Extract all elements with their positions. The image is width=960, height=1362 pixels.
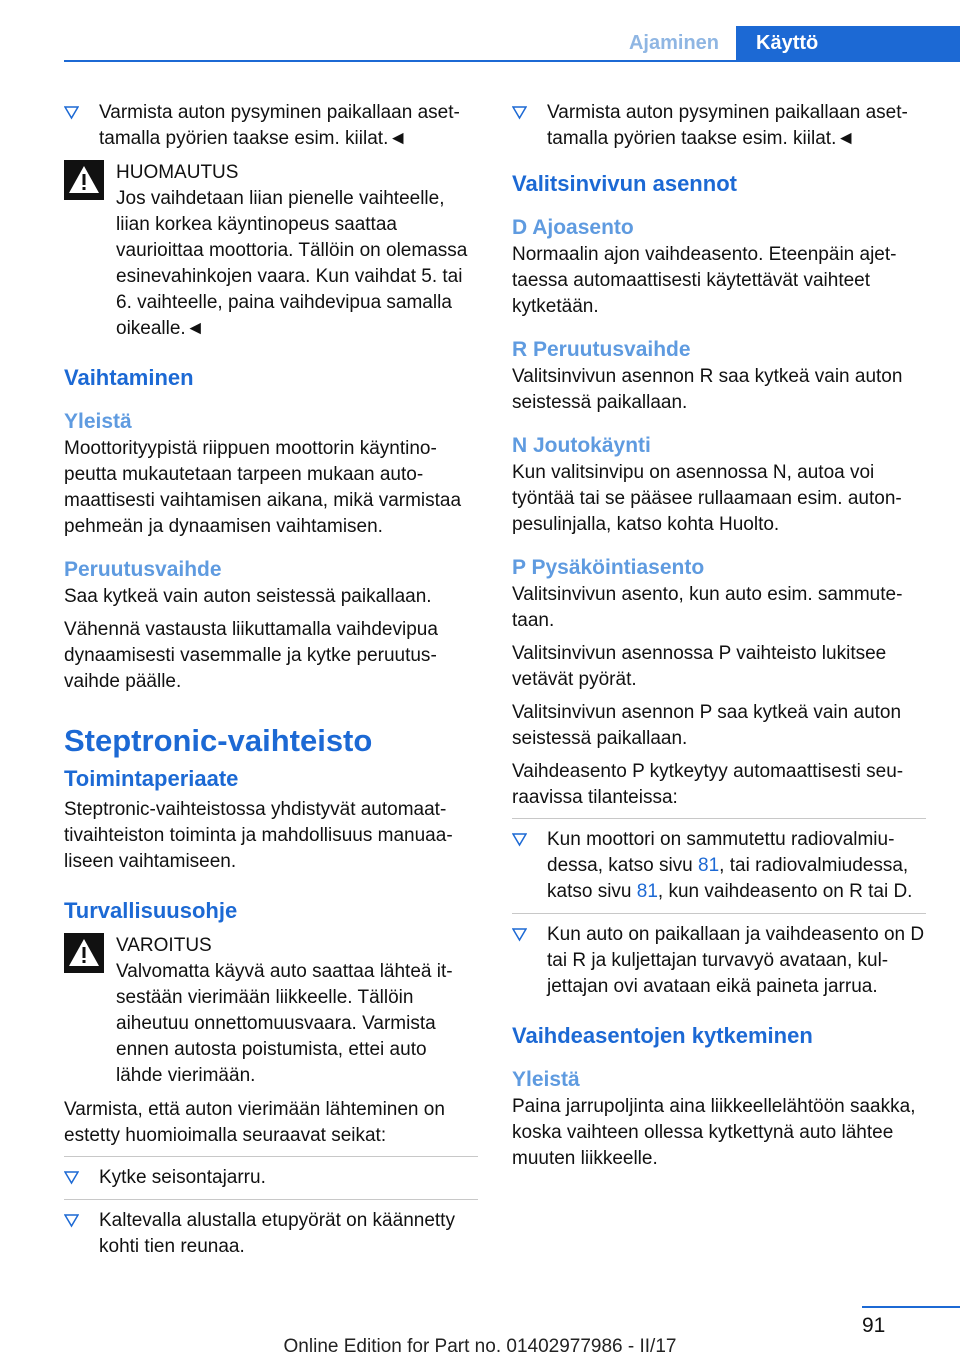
heading-n-joutokaynti: N Joutokäynti [512, 434, 651, 457]
heading-yleista: Yleistä [64, 410, 132, 433]
note-text: Jos vaihdetaan liian pienelle vaihteelle, liian korkea käyntinopeus saattaa vaurioittaa moottoria. Tällöin on olemassa esinevahinkojen vaara. Kun vaihdat 5. tai 6. vaihteelle, paina vaihdevipua samalla oikealle.◄ [116, 188, 468, 339]
paragraph-toimintaperiaate: Steptronic-vaihteistossa yhdistyvät automaattivaihteiston toiminta ja mahdollisuus manuaaliseen vaihtamiseen. [64, 799, 453, 872]
paragraph-p4: Vaihdeasento P kytkeytyy automaattisesti seuraavissa tilanteissa: [512, 761, 904, 808]
chapter-tab-kaytto: Käyttö [736, 26, 960, 62]
bullet-text-post: , kun vaihdeasento on R tai D. [657, 881, 913, 902]
bullet-text-pre: Kun moottori on sammutettu radiovalmiudessa, katso sivu [547, 829, 895, 876]
note-block [64, 160, 478, 342]
paragraph-d: Normaalin ajon vaihdeasento. Eteenpäin ajettaessa automaattisesti käytettävät vaihteet kytketään. [512, 244, 897, 317]
bullet-text: Kaltevalla alustalla etupyörät on käännetty kohti tien reunaa. [99, 1210, 455, 1257]
paragraph-p2: Valitsinvivun asennossa P vaihteisto lukitsee vetävät pyörät. [512, 643, 887, 690]
bullet-item [512, 100, 926, 152]
bullet-text: Kun auto on paikallaan ja vaihdeasento on D tai R ja kuljettajan turvavyö avataan, kuljettajan ovi avataan eikä paineta jarrua. [547, 924, 925, 997]
paragraph-p3: Valitsinvivun asennon P saa kytkeä vain auton seistessä paikallaan. [512, 702, 902, 749]
bullet-text-mid: , tai radiovalmiudessa, katso sivu [547, 855, 909, 902]
left-column [64, 100, 478, 1268]
warning-triangle-icon [64, 933, 104, 973]
bullet-item [64, 1208, 478, 1260]
header-rule [64, 60, 960, 62]
bullet-item [64, 1165, 478, 1191]
paragraph-peruutus-1: Saa kytkeä vain auton seistessä paikallaan. [64, 586, 432, 607]
warning-block [64, 933, 478, 1089]
bullet-text: Varmista auton pysyminen paikallaan asettamalla pyörien taakse esim. kiilat.◄ [99, 102, 460, 149]
bullet-item [512, 827, 926, 905]
paragraph-yleista: Paina jarrupoljinta aina liikkeellelähtöön saakka, koska vaihteen ollessa kytkettynä auto lähtee muuten liikkeelle. [512, 1096, 916, 1169]
warning-text: Valvomatta käyvä auto saattaa lähteä itsestään vierimään liikkeelle. Tällöin aiheutuu onnettomuusvaara. Varmista ennen autosta poistumista, ettei auto lähde vierimään. [116, 961, 453, 1086]
heading-peruutusvaihde: Peruutusvaihde [64, 558, 222, 581]
triangle-bullet-icon [64, 1213, 79, 1228]
heading-r-peruutusvaihde: R Peruutusvaihde [512, 338, 691, 361]
bullet-text: Varmista auton pysyminen paikallaan asettamalla pyörien taakse esim. kiilat.◄ [547, 102, 908, 149]
paragraph-yleista: Moottorityypistä riippuen moottorin käyntinopeutta mukautetaan tarpeen mukaan automaattisesti vaihtamisen aikana, mikä varmistaa pehmeän ja dynaamisen vaihtamisen. [64, 438, 462, 537]
paragraph-r: Valitsinvivun asennon R saa kytkeä vain auton seistessä paikallaan. [512, 366, 903, 413]
heading-toimintaperiaate: Toimintaperiaate [64, 766, 239, 791]
note-label: HUOMAUTUS [116, 162, 239, 183]
page-link-81[interactable]: 81 [636, 881, 658, 902]
bullet-item [64, 100, 478, 152]
warning-triangle-icon [64, 160, 104, 200]
warning-label: VAROITUS [116, 935, 212, 956]
footer-rule [862, 1306, 960, 1308]
paragraph-p1: Valitsinvivun asento, kun auto esim. sammutetaan. [512, 584, 903, 631]
page-link-81[interactable]: 81 [698, 855, 720, 876]
paragraph-varmista: Varmista, että auton vierimään lähteminen on estetty huomioimalla seuraavat seikat: [64, 1099, 445, 1146]
bullet-divider [64, 1156, 478, 1157]
heading-vaihtaminen: Vaihtaminen [64, 365, 194, 390]
right-column [512, 100, 926, 1179]
paragraph-n: Kun valitsinvipu on asennossa N, autoa voi työntää tai se pääsee rullaamaan esim. autonpesulinjalla, katso kohta Huolto. [512, 462, 902, 535]
heading-yleista: Yleistä [512, 1068, 580, 1091]
heading-valitsinvivun-asennot: Valitsinvivun asennot [512, 171, 737, 196]
section-tab-ajaminen: Ajaminen [628, 32, 720, 54]
triangle-bullet-icon [64, 1170, 79, 1185]
bullet-item [512, 922, 926, 1000]
page-number: 91 [862, 1314, 886, 1337]
bullet-divider [512, 818, 926, 819]
heading-turvallisuusohje: Turvallisuusohje [64, 898, 238, 923]
triangle-bullet-icon [512, 832, 527, 847]
triangle-bullet-icon [512, 927, 527, 942]
paragraph-peruutus-2: Vähennä vastausta liikuttamalla vaihdevipua dynaamisesti vasemmalle ja kytke peruutusvaihde päälle. [64, 619, 438, 692]
triangle-bullet-icon [512, 105, 527, 120]
bullet-divider [512, 913, 926, 914]
triangle-bullet-icon [64, 105, 79, 120]
heading-steptronic: Steptronic-vaihteisto [64, 723, 373, 758]
bullet-text: Kytke seisontajarru. [99, 1167, 266, 1188]
heading-vaihdeasentojen-kytkeminen: Vaihdeasentojen kytkeminen [512, 1023, 813, 1048]
heading-p-pysakointiasento: P Pysäköintiasento [512, 556, 705, 579]
edition-footer: Online Edition for Part no. 01402977986 - II/17 [283, 1336, 677, 1357]
heading-d-ajoasento: D Ajoasento [512, 216, 634, 239]
bullet-divider [64, 1199, 478, 1200]
